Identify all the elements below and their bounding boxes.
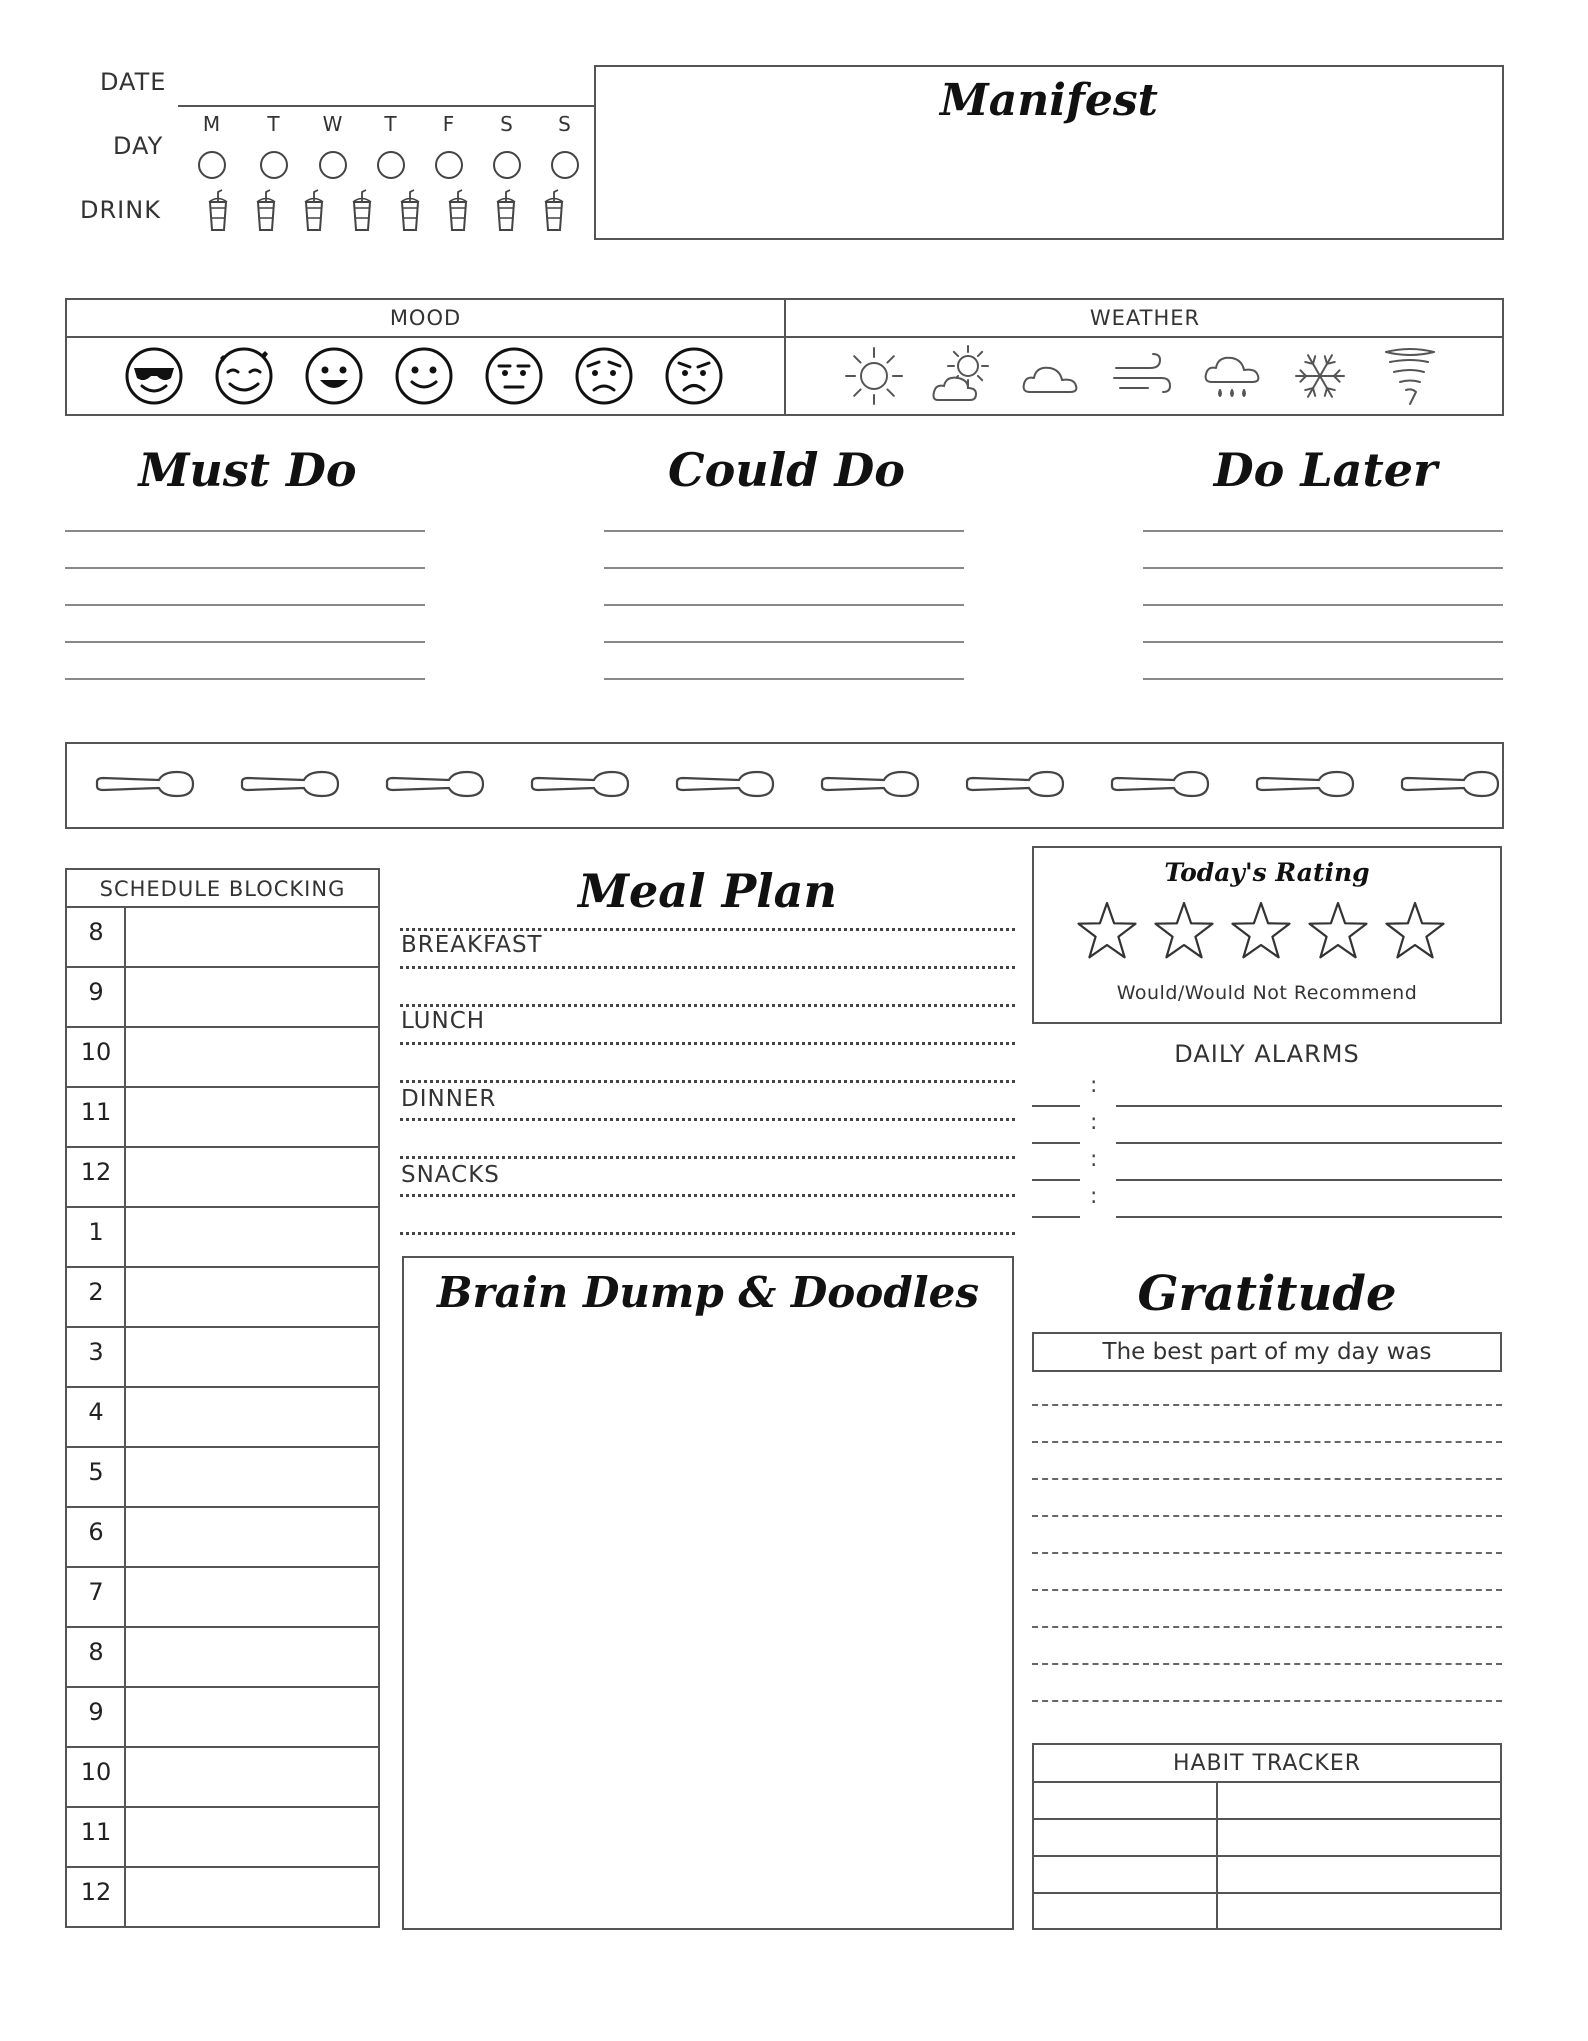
todo-line[interactable] <box>1143 604 1503 606</box>
meal-label: DINNER <box>401 1086 497 1112</box>
gratitude-line[interactable] <box>1032 1626 1502 1628</box>
heart-eyes-face-icon[interactable] <box>214 346 274 406</box>
schedule-hour: 12 <box>80 1158 112 1186</box>
meal-line[interactable] <box>400 1080 1015 1083</box>
meal-line[interactable] <box>400 1194 1015 1197</box>
meal-line[interactable] <box>400 966 1015 969</box>
todo-line[interactable] <box>604 641 964 643</box>
rain-cloud-icon[interactable] <box>1200 344 1264 408</box>
weekday-letter: M <box>202 112 222 136</box>
todo-line[interactable] <box>65 567 425 569</box>
todo-line[interactable] <box>604 567 964 569</box>
star-icon[interactable] <box>1229 900 1293 962</box>
alarm-line[interactable] <box>1116 1105 1502 1107</box>
day-circle[interactable] <box>492 150 522 180</box>
spoon-icon[interactable] <box>1400 768 1500 800</box>
schedule-hour: 6 <box>88 1518 104 1546</box>
schedule-hour: 9 <box>88 1698 104 1726</box>
water-cup-icon[interactable] <box>254 190 278 232</box>
schedule-title: SCHEDULE BLOCKING <box>99 877 346 901</box>
gratitude-line[interactable] <box>1032 1478 1502 1480</box>
star-icon[interactable] <box>1075 900 1139 962</box>
schedule-slot[interactable] <box>126 1628 378 1685</box>
meal-line[interactable] <box>400 1118 1015 1121</box>
spoon-icon[interactable] <box>965 768 1065 800</box>
meal-line[interactable] <box>400 1042 1015 1045</box>
schedule-hour: 7 <box>88 1578 104 1606</box>
alarm-line[interactable] <box>1116 1179 1502 1181</box>
manifest-box[interactable] <box>594 65 1504 240</box>
schedule-slot[interactable] <box>126 1208 378 1265</box>
weather-label: WEATHER <box>1089 306 1201 330</box>
schedule-slot[interactable] <box>126 1508 378 1565</box>
water-cup-icon[interactable] <box>206 190 230 232</box>
day-label: DAY <box>113 132 164 160</box>
todo-line[interactable] <box>604 604 964 606</box>
do-later-title: Do Later <box>1213 443 1438 497</box>
date-label: DATE <box>100 68 167 96</box>
spoon-icon[interactable] <box>95 768 195 800</box>
must-do-title: Must Do <box>138 443 357 497</box>
schedule-hour: 1 <box>88 1218 104 1246</box>
gratitude-line[interactable] <box>1032 1552 1502 1554</box>
schedule-slot[interactable] <box>126 968 378 1025</box>
todo-line[interactable] <box>65 641 425 643</box>
schedule-hour: 4 <box>88 1398 104 1426</box>
todo-line[interactable] <box>604 678 964 680</box>
grinning-face-icon[interactable] <box>304 346 364 406</box>
frowning-face-icon[interactable] <box>664 346 724 406</box>
alarm-time-line[interactable] <box>1032 1216 1080 1218</box>
schedule-slot[interactable] <box>126 1808 378 1865</box>
meal-plan-title: Meal Plan <box>578 864 837 918</box>
spoon-icon[interactable] <box>1110 768 1210 800</box>
schedule-slot[interactable] <box>126 1328 378 1385</box>
schedule-slot[interactable] <box>126 1868 378 1925</box>
alarm-time-line[interactable] <box>1032 1179 1080 1181</box>
date-line[interactable] <box>178 105 596 107</box>
spoon-icon[interactable] <box>675 768 775 800</box>
spoon-icon[interactable] <box>1255 768 1355 800</box>
todo-line[interactable] <box>65 530 425 532</box>
alarm-colon: : <box>1090 1073 1098 1098</box>
day-circle[interactable] <box>376 150 406 180</box>
gratitude-line[interactable] <box>1032 1589 1502 1591</box>
mood-label: MOOD <box>389 306 462 330</box>
gratitude-line[interactable] <box>1032 1663 1502 1665</box>
manifest-title: Manifest <box>940 75 1158 126</box>
gratitude-line[interactable] <box>1032 1441 1502 1443</box>
water-cup-icon[interactable] <box>494 190 518 232</box>
daily-alarms-title: DAILY ALARMS <box>1174 1040 1360 1068</box>
spoon-icon[interactable] <box>530 768 630 800</box>
could-do-title: Could Do <box>668 443 905 497</box>
schedule-hour: 8 <box>88 918 104 946</box>
smiling-face-icon[interactable] <box>394 346 454 406</box>
recommend-label[interactable]: Would/Would Not Recommend <box>1116 982 1418 1004</box>
gratitude-title: Gratitude <box>1137 1266 1397 1322</box>
schedule-hour: 11 <box>80 1098 112 1126</box>
schedule-slot[interactable] <box>126 1748 378 1805</box>
weekday-letter: S <box>500 112 514 136</box>
schedule-slot[interactable] <box>126 1148 378 1205</box>
snowflake-icon[interactable] <box>1288 344 1352 408</box>
habit-tracker-title: HABIT TRACKER <box>1172 1751 1362 1776</box>
tornado-icon[interactable] <box>1378 344 1442 408</box>
drink-label: DRINK <box>80 196 161 224</box>
schedule-slot[interactable] <box>126 1088 378 1145</box>
todo-line[interactable] <box>1143 678 1503 680</box>
alarm-colon: : <box>1090 1147 1098 1172</box>
meal-line[interactable] <box>400 1232 1015 1235</box>
day-circle[interactable] <box>318 150 348 180</box>
alarm-line[interactable] <box>1116 1216 1502 1218</box>
worried-face-icon[interactable] <box>574 346 634 406</box>
sunglasses-face-icon[interactable] <box>124 346 184 406</box>
schedule-slot[interactable] <box>126 908 378 965</box>
todo-line[interactable] <box>604 530 964 532</box>
spoon-icon[interactable] <box>820 768 920 800</box>
schedule-hour: 8 <box>88 1638 104 1666</box>
habit-cell[interactable] <box>1034 1781 1214 1816</box>
schedule-hour: 11 <box>80 1818 112 1846</box>
neutral-face-icon[interactable] <box>484 346 544 406</box>
water-cup-icon[interactable] <box>446 190 470 232</box>
weekday-letter: W <box>322 112 344 136</box>
meal-line[interactable] <box>400 1156 1015 1159</box>
todo-line[interactable] <box>1143 641 1503 643</box>
alarm-colon: : <box>1090 1110 1098 1135</box>
meal-line[interactable] <box>400 1004 1015 1007</box>
schedule-hour: 2 <box>88 1278 104 1306</box>
star-icon[interactable] <box>1306 900 1370 962</box>
water-cup-icon[interactable] <box>302 190 326 232</box>
water-cup-icon[interactable] <box>350 190 374 232</box>
todo-line[interactable] <box>65 678 425 680</box>
habit-cell[interactable] <box>1216 1781 1500 1816</box>
spoon-icon[interactable] <box>240 768 340 800</box>
schedule-divider <box>124 906 126 1928</box>
alarm-line[interactable] <box>1116 1142 1502 1144</box>
partly-cloudy-icon[interactable] <box>930 344 994 408</box>
meal-label: SNACKS <box>401 1162 500 1188</box>
gratitude-line[interactable] <box>1032 1515 1502 1517</box>
day-circle[interactable] <box>434 150 464 180</box>
schedule-slot[interactable] <box>126 1448 378 1505</box>
water-cup-icon[interactable] <box>398 190 422 232</box>
star-icon[interactable] <box>1383 900 1447 962</box>
alarm-time-line[interactable] <box>1032 1142 1080 1144</box>
alarm-time-line[interactable] <box>1032 1105 1080 1107</box>
weekday-letter: S <box>558 112 572 136</box>
meal-line[interactable] <box>400 928 1015 931</box>
meal-label: LUNCH <box>401 1008 486 1034</box>
weekday-letter: T <box>267 112 281 136</box>
spoon-icon[interactable] <box>385 768 485 800</box>
todo-line[interactable] <box>65 604 425 606</box>
weekday-letter: T <box>384 112 398 136</box>
gratitude-line[interactable] <box>1032 1700 1502 1702</box>
schedule-slot[interactable] <box>126 1028 378 1085</box>
day-circle[interactable] <box>197 150 227 180</box>
brain-dump-box[interactable] <box>402 1256 1014 1930</box>
star-icon[interactable] <box>1152 900 1216 962</box>
habit-tracker-box <box>1032 1743 1502 1930</box>
gratitude-line[interactable] <box>1032 1404 1502 1406</box>
weekday-letter: F <box>442 112 456 136</box>
schedule-hour: 10 <box>80 1758 112 1786</box>
schedule-slot[interactable] <box>126 1688 378 1745</box>
schedule-slot[interactable] <box>126 1268 378 1325</box>
todo-line[interactable] <box>1143 567 1503 569</box>
schedule-hour: 3 <box>88 1338 104 1366</box>
schedule-hour: 10 <box>80 1038 112 1066</box>
schedule-slot[interactable] <box>126 1568 378 1625</box>
sun-icon[interactable] <box>842 344 906 408</box>
schedule-hour: 5 <box>88 1458 104 1486</box>
wind-icon[interactable] <box>1110 344 1174 408</box>
schedule-slot[interactable] <box>126 1388 378 1445</box>
cloud-icon[interactable] <box>1020 344 1084 408</box>
gratitude-prompt-box[interactable] <box>1032 1332 1502 1372</box>
gratitude-prompt: The best part of my day was <box>1102 1339 1432 1365</box>
brain-dump-title: Brain Dump & Doodles <box>436 1268 980 1317</box>
todo-line[interactable] <box>1143 530 1503 532</box>
alarm-colon: : <box>1090 1184 1098 1209</box>
schedule-hour: 9 <box>88 978 104 1006</box>
rating-title: Today's Rating <box>1164 858 1370 887</box>
meal-label: BREAKFAST <box>401 932 543 958</box>
day-circle[interactable] <box>259 150 289 180</box>
schedule-hour: 12 <box>80 1878 112 1906</box>
water-cup-icon[interactable] <box>542 190 566 232</box>
day-circle[interactable] <box>550 150 580 180</box>
